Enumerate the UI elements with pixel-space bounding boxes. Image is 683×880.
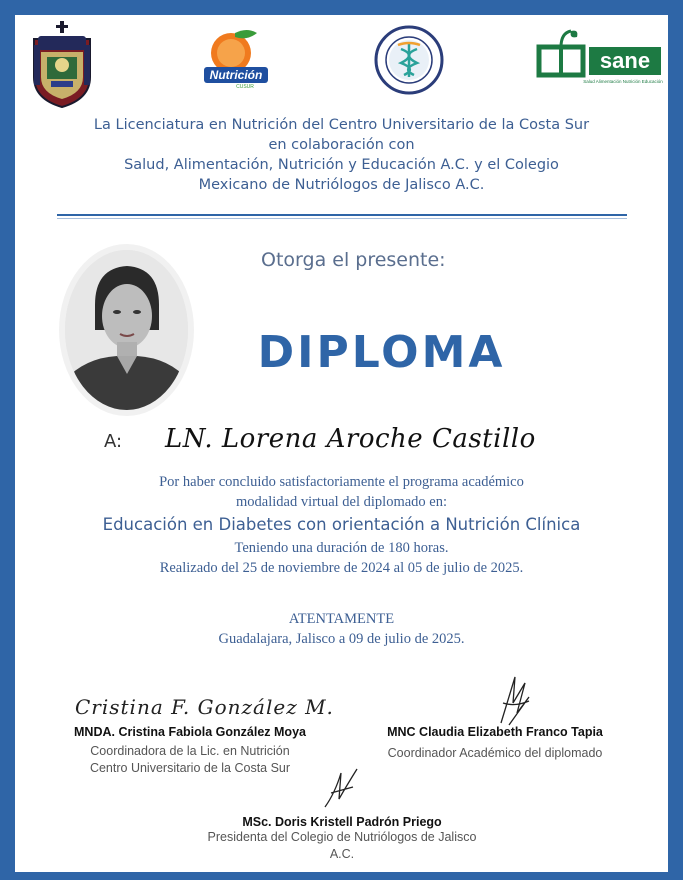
divider-line-thin — [57, 218, 627, 219]
otorga-text: Otorga el presente: — [261, 249, 446, 271]
left-signatory-role-2: Centro Universitario de la Costa Sur — [89, 761, 291, 775]
left-signature-block — [65, 725, 315, 777]
left-signatory-name: MNDA. Cristina Fabiola González Moya — [74, 725, 306, 739]
body-line-1: Por haber concluido satisfactoriamente el programa académico — [159, 474, 524, 490]
diploma-body — [15, 472, 668, 578]
book-sprout-icon — [539, 31, 583, 75]
right-signature-block — [375, 725, 615, 762]
sane-logo-sub: Salud Alimentación Nutrición Educación — [583, 79, 663, 84]
nutricion-logo-sub: CUSUR — [236, 84, 254, 89]
duration-text: Teniendo una duración de 180 horas. — [234, 540, 449, 556]
bottom-signatory-role-1: Presidenta del Colegio de Nutriólogos de Jalisco — [207, 830, 477, 844]
dates-text: Realizado del 25 de noviembre de 2024 al 05 de julio de 2025. — [159, 560, 524, 576]
recipient-prefix: A: — [104, 431, 123, 452]
left-signatory-role-1: Coordinadora de la Lic. en Nutrición — [90, 744, 290, 758]
closing-salutation: ATENTAMENTE — [288, 611, 395, 627]
bottom-signatory-role-2: A.C. — [329, 847, 355, 861]
intro-line-4: Mexicano de Nutriólogos de Jalisco A.C. — [198, 177, 485, 193]
bottom-signature-block — [177, 815, 507, 863]
intro-text — [15, 115, 668, 195]
udg-shield-logo — [29, 19, 95, 109]
body-line-2: modalidad virtual del diplomado en: — [235, 494, 447, 510]
intro-line-1: La Licenciatura en Nutrición del Centro Universitario de la Costa Sur — [93, 117, 590, 133]
portrait-silhouette-icon — [65, 250, 188, 410]
closing-block — [15, 609, 668, 649]
nutricion-cusur-logo — [201, 27, 271, 89]
sane-logo-text: sane — [599, 48, 651, 73]
course-title: Educación en Diabetes con orientación a Nutrición Clínica — [102, 515, 581, 534]
nutricion-logo-text: Nutrición — [209, 68, 263, 82]
recipient-photo — [65, 250, 188, 410]
sane-logo — [535, 27, 663, 89]
recipient-name: LN. Lorena Aroche Castillo — [165, 424, 536, 454]
right-signatory-role-1: Coordinador Académico del diplomado — [387, 746, 603, 760]
right-signatory-name: MNC Claudia Elizabeth Franco Tapia — [387, 725, 603, 739]
udg-cross-icon — [56, 21, 68, 33]
bottom-signatory-name: MSc. Doris Kristell Padrón Priego — [242, 815, 442, 829]
right-signature-scribble — [495, 673, 535, 729]
closing-place-date: Guadalajara, Jalisco a 09 de julio de 2025. — [218, 631, 465, 647]
colegio-nutriologos-seal-logo — [374, 25, 444, 95]
divider-line — [57, 214, 627, 216]
intro-line-2: en colaboración con — [268, 137, 415, 153]
diploma-title: DIPLOMA — [257, 327, 506, 378]
recipient-photo-frame — [59, 244, 194, 416]
left-signature-handwriting: Cristina F. González M. — [75, 695, 334, 719]
bottom-signature-scribble — [317, 763, 367, 813]
orange-fruit-icon — [211, 30, 257, 73]
intro-line-3: Salud, Alimentación, Nutrición y Educación A.C. y el Colegio — [124, 157, 559, 173]
